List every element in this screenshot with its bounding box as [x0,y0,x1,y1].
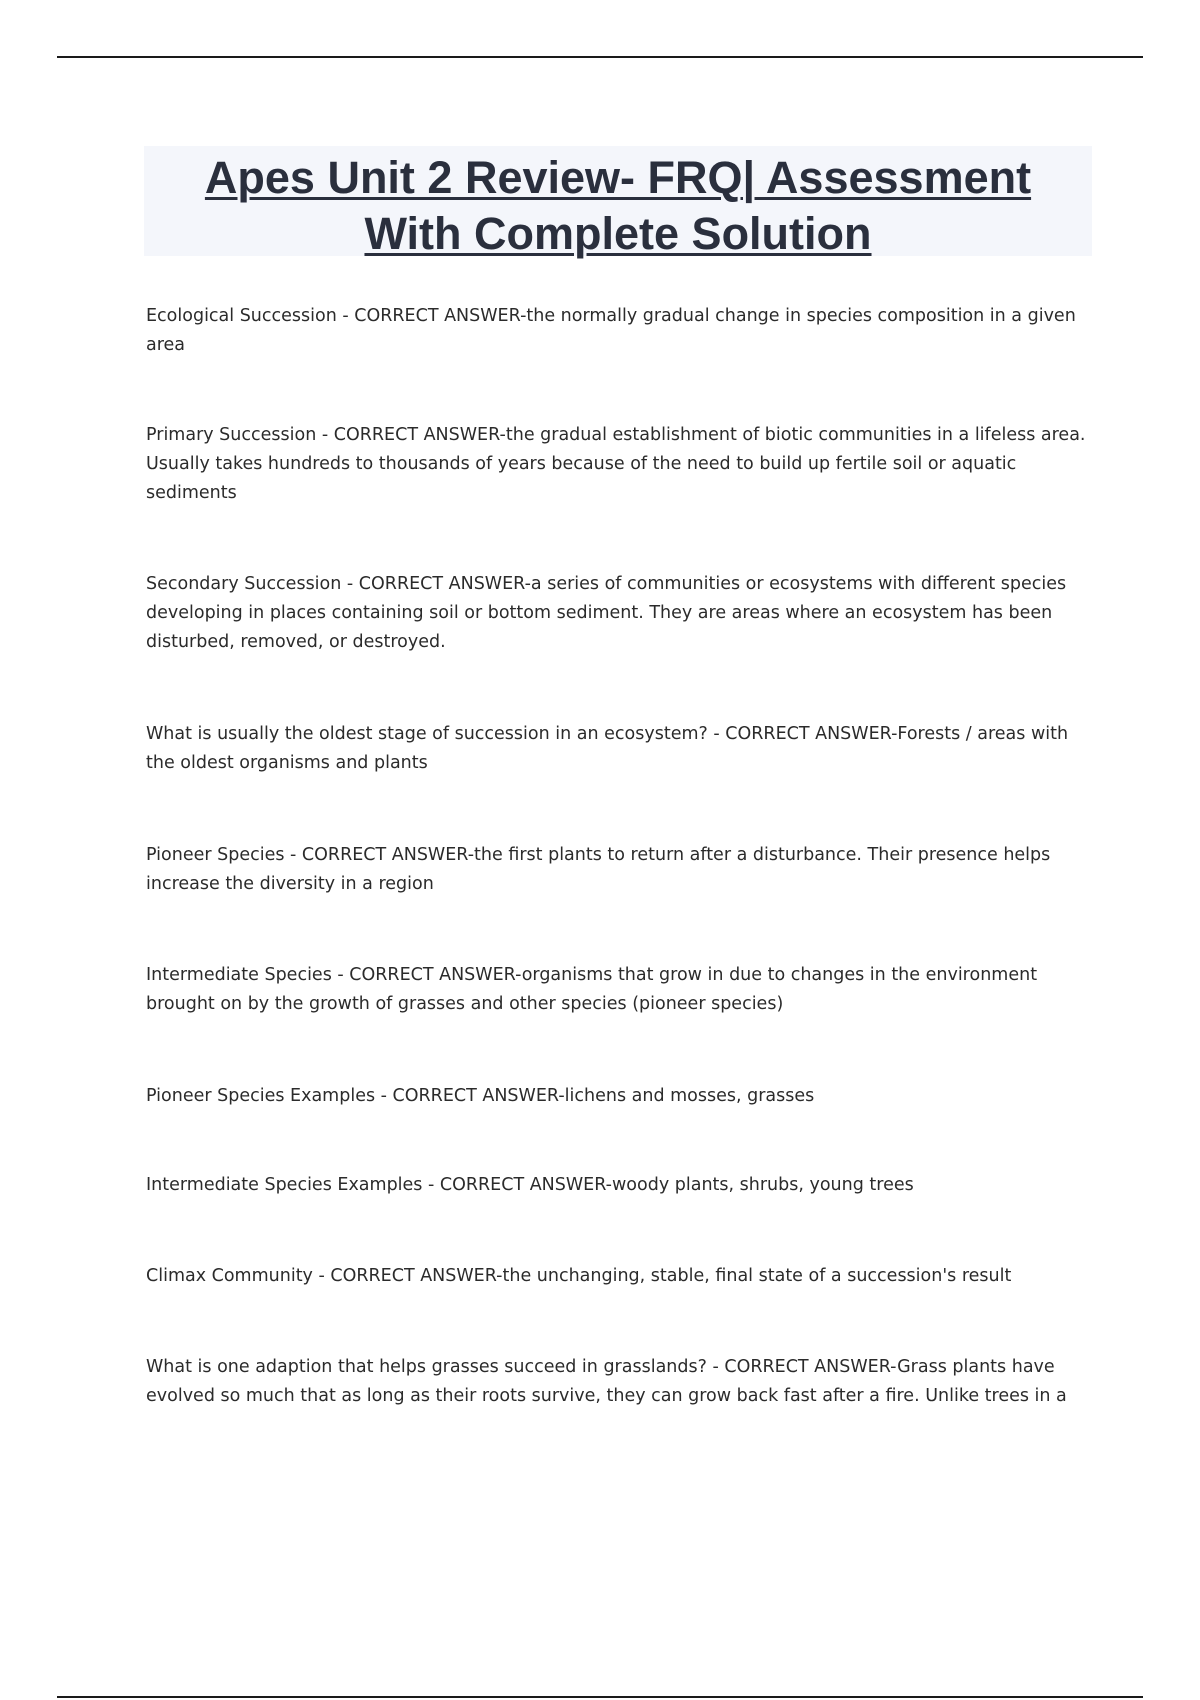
document-title [144,146,1092,262]
entry-secondary-succession: Secondary Succession - CORRECT ANSWER-a series of communities or ecosystems with different species developing in places containing soil or bottom sediment. They are areas where an ecosystem has been disturbed, removed, or destroyed. [146,574,1067,652]
entry-ecological-succession: Ecological Succession - CORRECT ANSWER-the normally gradual change in species composition in a given area [146,306,1076,355]
entry-pioneer-examples: Pioneer Species Examples - CORRECT ANSWER-lichens and mosses, grasses [146,1086,815,1106]
title-line-2: With Complete Solution [364,208,872,259]
entry-grass-adaption: What is one adaption that helps grasses succeed in grasslands? - CORRECT ANSWER-Grass plants have evolved so much that as long as their roots survive, they can grow back fast after a fire. Unlike trees in a [146,1357,1067,1406]
entry-climax-community: Climax Community - CORRECT ANSWER-the unchanging, stable, final state of a succession's result [146,1266,1012,1286]
bottom-rule [57,1696,1143,1698]
entry-intermediate-examples: Intermediate Species Examples - CORRECT ANSWER-woody plants, shrubs, young trees [146,1175,914,1195]
entry-pioneer-species: Pioneer Species - CORRECT ANSWER-the first plants to return after a disturbance. Their presence helps increase the diversity in a region [146,845,1051,894]
top-rule [57,56,1143,58]
title-line-1: Apes Unit 2 Review- FRQ| Assessment [204,152,1032,203]
entry-oldest-stage: What is usually the oldest stage of succession in an ecosystem? - CORRECT ANSWER-Forests / areas with the oldest organisms and plants [146,724,1069,773]
entry-primary-succession: Primary Succession - CORRECT ANSWER-the gradual establishment of biotic communities in a lifeless area. Usually takes hundreds to thousands of years because of the need to build up fertile soil or aquatic sediments [146,425,1086,503]
title-block [144,146,1092,259]
entry-intermediate-species: Intermediate Species - CORRECT ANSWER-organisms that grow in due to changes in the environment brought on by the growth of grasses and other species (pioneer species) [146,965,1038,1014]
